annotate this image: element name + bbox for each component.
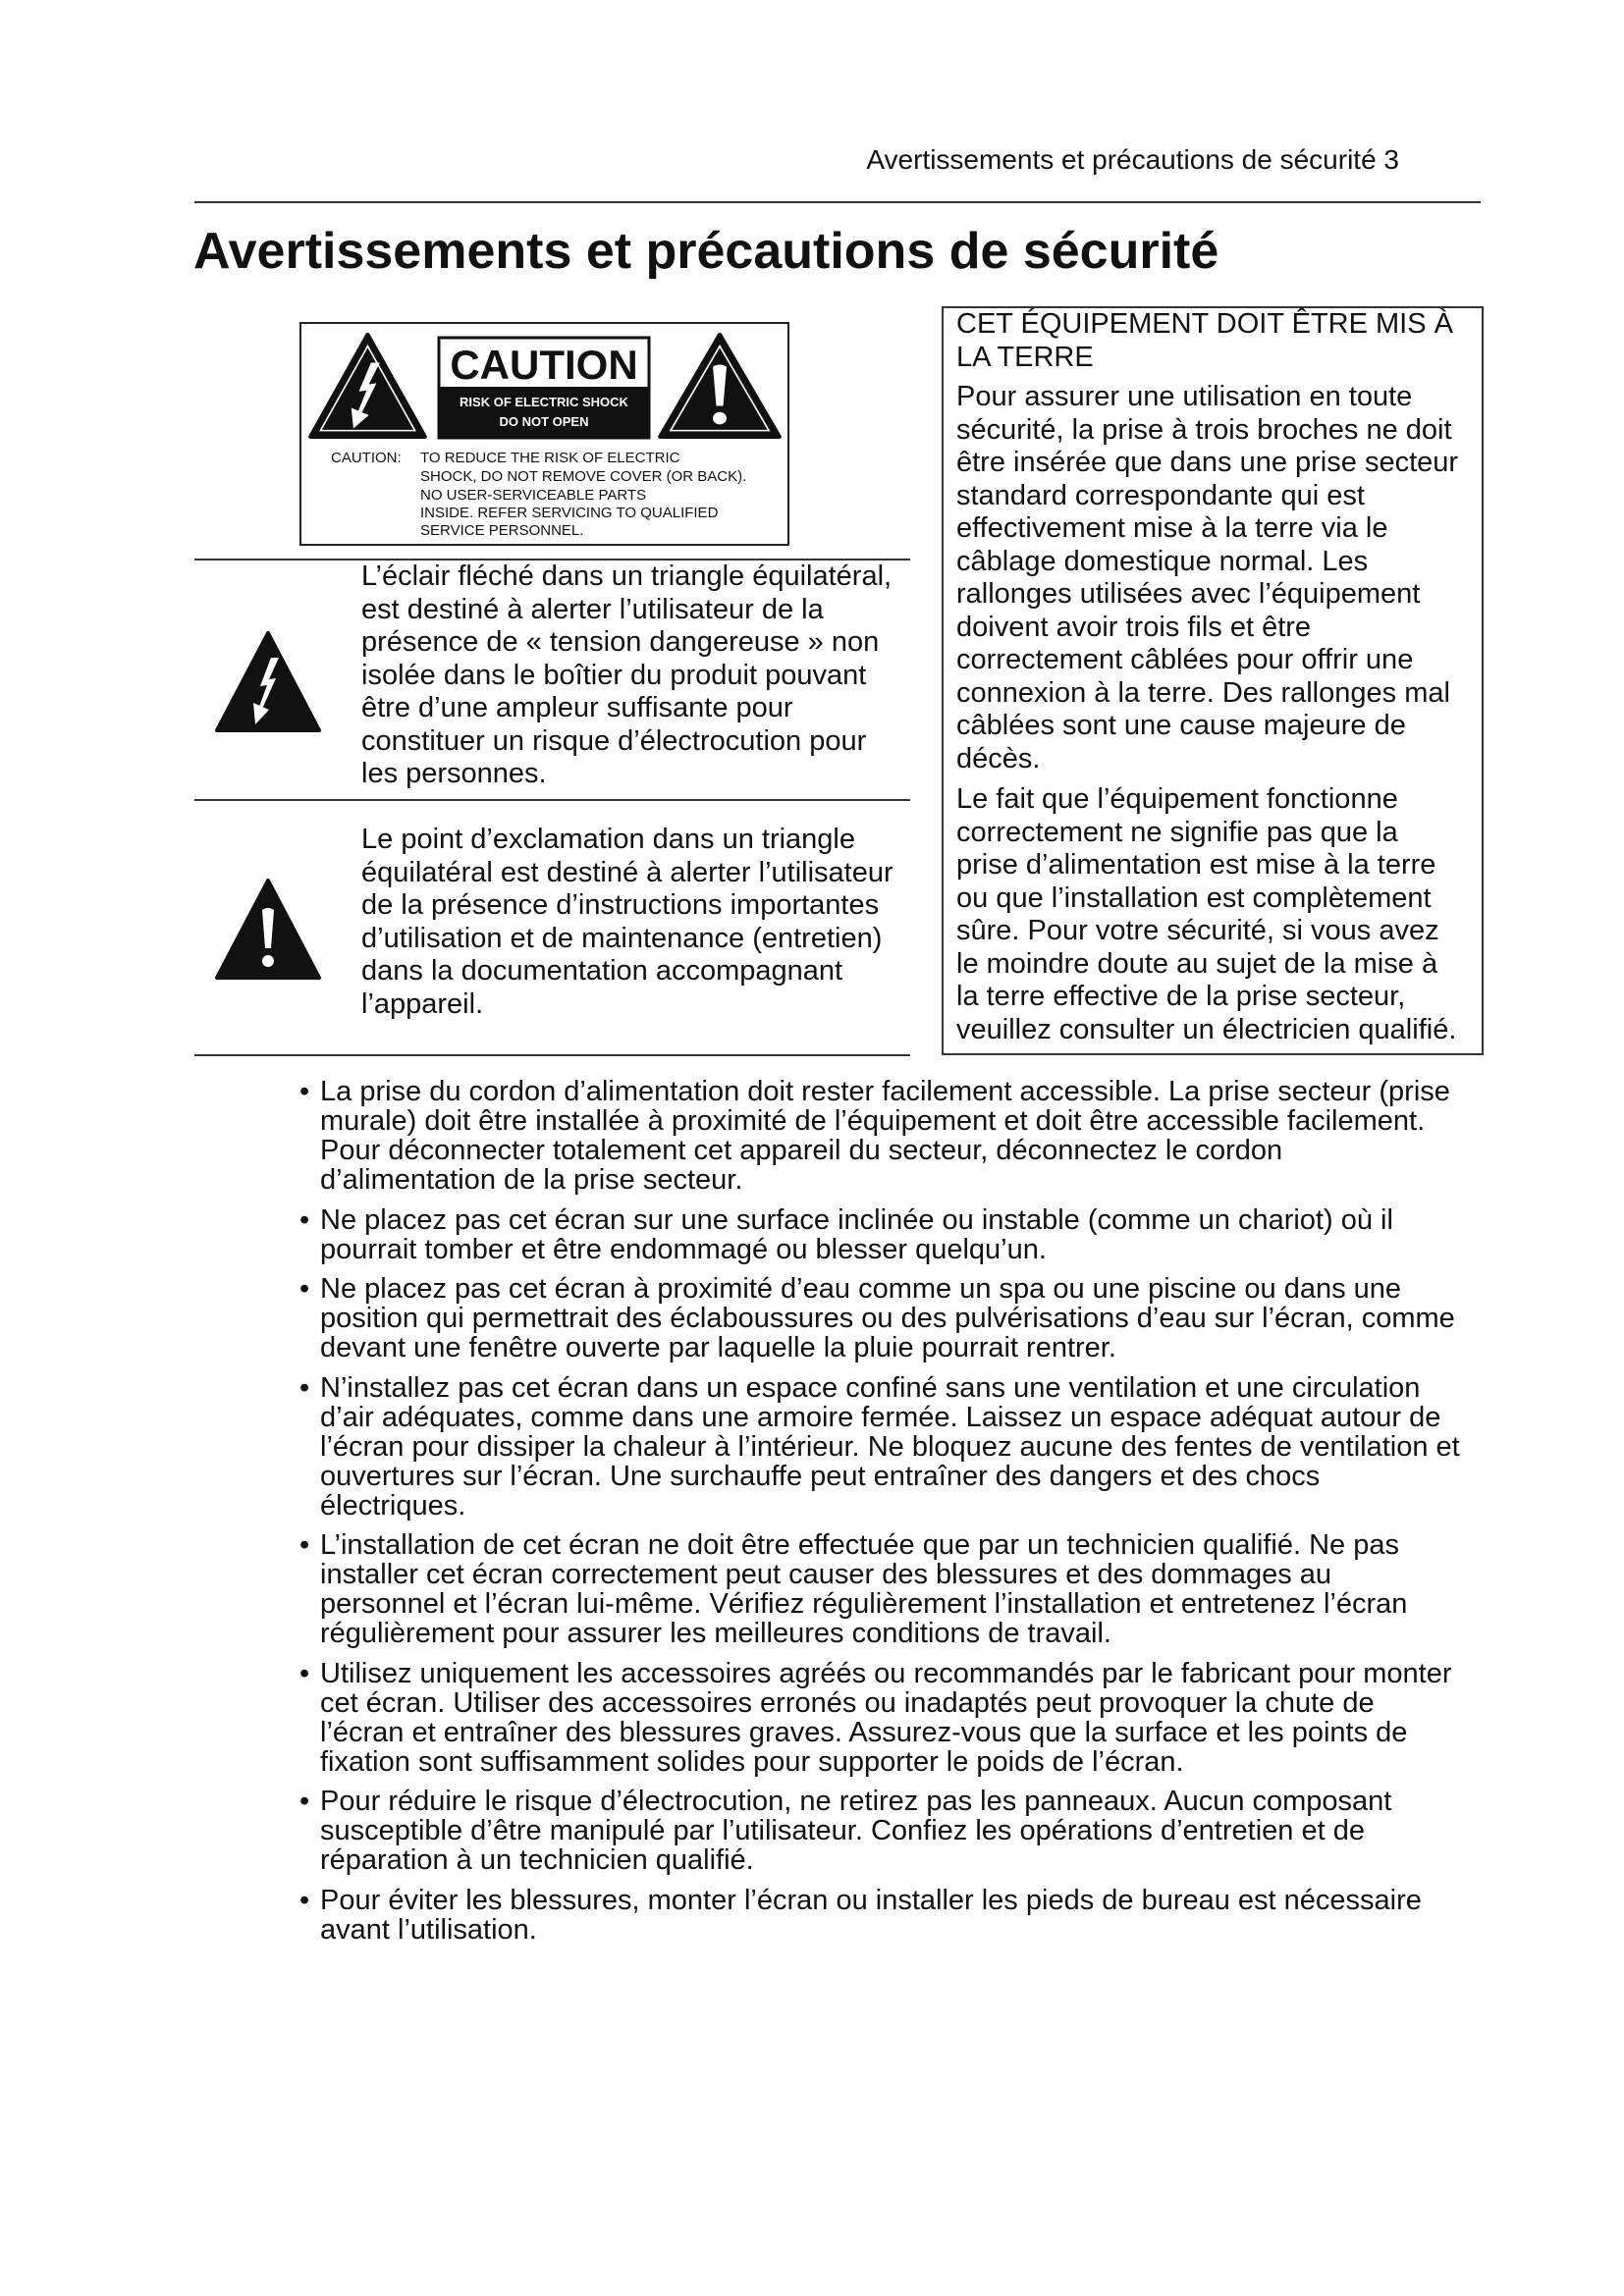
- bullet-marker: •: [299, 1371, 310, 1404]
- bullet-item: [299, 1886, 1596, 1945]
- paragraph-line: correctement câblées pour offrir une: [956, 644, 1414, 675]
- bullet-line: Pour réduire le risque d’électrocution, ne retirez pas les panneaux. Aucun composant: [320, 1786, 1392, 1817]
- symbol-rule-middle: [194, 799, 910, 801]
- bullet-line: Pour déconnecter totalement cet appareil du secteur, déconnectez le cordon: [320, 1135, 1283, 1166]
- caution-box: [439, 338, 649, 438]
- bullet-line: d’alimentation de la prise secteur.: [320, 1164, 743, 1196]
- bullet-line: cet écran. Utiliser des accessoires erronés ou inadaptés peut provoquer la chute de: [320, 1686, 1375, 1719]
- bullet-marker: •: [299, 1657, 310, 1689]
- paragraph-line: Pour assurer une utilisation en toute: [956, 381, 1413, 412]
- grounding-notice-heading: [956, 308, 1482, 374]
- bullet-item: [299, 1274, 1596, 1362]
- paragraph-line: ou que l’installation est complètement: [956, 881, 1432, 914]
- caution-text-line: INSIDE. REFER SERVICING TO QUALIFIED: [420, 505, 719, 521]
- paragraph-line: Le fait que l’équipement fonctionne: [956, 783, 1398, 815]
- bullet-line: personnel et l’écran lui-même. Vérifiez régulièrement l’installation et entretenez l’écran: [320, 1588, 1408, 1620]
- description-line: présence de « tension dangereuse » non: [361, 626, 880, 658]
- heading-line: LA TERRE: [956, 341, 1094, 373]
- bullet-marker: •: [299, 1076, 310, 1107]
- caution-text-line: SHOCK, DO NOT REMOVE COVER (OR BACK).: [420, 468, 747, 485]
- caution-heading: CAUTION: [450, 342, 638, 388]
- bullet-line: murale) doit être installée à proximité de l’équipement et doit être accessible facilement.: [320, 1105, 1426, 1137]
- page-title: Avertissements et précautions de sécurité: [193, 223, 1219, 280]
- header-rule: [194, 201, 1481, 203]
- bullet-line: l’écran pour dissiper la chaleur à l’intérieur. Ne bloquez aucune des fentes de ventilation et: [320, 1430, 1460, 1463]
- bullet-line: l’écran et entraîner des blessures graves. Assurez-vous que la surface et les points de: [320, 1716, 1408, 1748]
- paragraph-line: standard correspondante qui est: [956, 479, 1365, 511]
- bullet-line: Utilisez uniquement les accessoires agréés ou recommandés par le fabricant pour monter: [320, 1657, 1452, 1689]
- paragraph-line: effectivement mise à la terre via le: [956, 512, 1388, 544]
- exclamation-triangle-icon: [214, 878, 322, 981]
- paragraph-line: câblage domestique normal. Les: [956, 545, 1369, 577]
- caution-band-line: RISK OF ELECTRIC SHOCK: [460, 395, 628, 409]
- bullet-line: électriques.: [320, 1489, 466, 1522]
- bullet-item: [299, 1205, 1596, 1264]
- caution-prefix: CAUTION:: [331, 450, 402, 466]
- bullet-line: position qui permettrait des éclaboussures ou des pulvérisations d’eau sur l’écran, comme: [320, 1303, 1455, 1334]
- caution-text-line: TO REDUCE THE RISK OF ELECTRIC: [420, 450, 680, 466]
- lightning-symbol-description: [361, 561, 892, 791]
- bullet-line: avant l’utilisation.: [320, 1913, 537, 1946]
- paragraph-line: le moindre doute au sujet de la mise à: [956, 947, 1438, 980]
- caution-band-line: DO NOT OPEN: [499, 414, 589, 429]
- bullet-line: Ne placez pas cet écran à proximité d’eau comme un spa ou une piscine ou dans une: [320, 1273, 1402, 1305]
- bullet-line: devant une fenêtre ouverte par laquelle la pluie pourrait rentrer.: [320, 1332, 1116, 1363]
- grounding-paragraph: [956, 381, 1482, 775]
- paragraph-line: câblées sont une cause majeure de: [956, 710, 1406, 741]
- paragraph-line: sécurité, la prise à trois broches ne doit: [956, 413, 1452, 446]
- description-line: l’appareil.: [361, 988, 484, 1020]
- running-head: Avertissements et précautions de sécurité 3: [866, 144, 1399, 175]
- safety-bullet-list: [299, 1077, 1596, 1954]
- caution-text-line: SERVICE PERSONNEL.: [420, 522, 584, 539]
- paragraph-line: prise d’alimentation est mise à la terre: [956, 849, 1436, 881]
- bullet-marker: •: [299, 1203, 310, 1236]
- bullet-line: d’air adéquates, comme dans une armoire fermée. Laissez un espace adéquat autour de: [320, 1401, 1441, 1433]
- bullet-item: [299, 1530, 1596, 1648]
- paragraph-line: correctement ne signifie pas que la: [956, 816, 1398, 848]
- symbol-rule-bottom: [194, 1054, 910, 1056]
- bullet-marker: •: [299, 1273, 310, 1305]
- paragraph-line: sûre. Pour votre sécurité, si vous avez: [956, 915, 1439, 946]
- paragraph-line: veuillez consulter un électricien qualifié.: [956, 1013, 1457, 1045]
- bullet-item: [299, 1077, 1596, 1195]
- caution-text-line: NO USER-SERVICEABLE PARTS: [420, 487, 647, 504]
- description-line: de la présence d’instructions importantes: [361, 889, 880, 921]
- bullet-line: ouvertures sur l’écran. Une surchauffe peut entraîner des dangers et des chocs: [320, 1460, 1321, 1492]
- bullet-item: [299, 1659, 1596, 1777]
- paragraph-line: doivent avoir trois fils et être: [956, 611, 1312, 643]
- paragraph-line: connexion à la terre. Des rallonges mal: [956, 676, 1450, 709]
- bullet-line: pourrait tomber et être endommagé ou blesser quelqu’un.: [320, 1233, 1047, 1265]
- paragraph-line: décès.: [956, 742, 1041, 774]
- bullet-line: Pour éviter les blessures, monter l’écran ou installer les pieds de bureau est nécessaire: [320, 1884, 1422, 1916]
- bullet-marker: •: [299, 1884, 310, 1916]
- bullet-marker: •: [299, 1786, 310, 1817]
- description-line: dans la documentation accompagnant: [361, 955, 843, 987]
- bullet-line: installer cet écran correctement peut causer des blessures et des dommages au: [320, 1559, 1332, 1590]
- grounding-notice-box: [942, 306, 1484, 1055]
- paragraph-line: la terre effective de la prise secteur,: [956, 981, 1406, 1012]
- description-line: être d’une ampleur suffisante pour: [361, 692, 793, 723]
- bullet-item: [299, 1787, 1596, 1875]
- description-line: les personnes.: [361, 758, 547, 789]
- grounding-paragraph: [956, 783, 1482, 1046]
- bullet-line: susceptible d’être manipulé par l’utilisateur. Confiez les opérations d’entretien et de: [320, 1815, 1365, 1846]
- bullet-line: fixation sont suffisamment solides pour supporter le poids de l’écran.: [320, 1745, 1184, 1778]
- description-line: est destiné à alerter l’utilisateur de la: [361, 593, 824, 625]
- paragraph-line: rallonges utilisées avec l’équipement: [956, 578, 1421, 610]
- bullet-line: réparation à un technicien qualifié.: [320, 1844, 754, 1876]
- bullet-line: Ne placez pas cet écran sur une surface inclinée ou instable (comme un chariot) où il: [320, 1203, 1393, 1236]
- exclamation-symbol-description: [361, 824, 893, 1021]
- bullet-line: N’installez pas cet écran dans un espace confiné sans une ventilation et une circulation: [320, 1371, 1421, 1404]
- description-line: Le point d’exclamation dans un triangle: [361, 824, 855, 855]
- description-line: L’éclair fléché dans un triangle équilatéral,: [361, 561, 893, 592]
- bullet-item: [299, 1373, 1596, 1521]
- description-line: isolée dans le boîtier du produit pouvant: [361, 659, 867, 691]
- bullet-line: La prise du cordon d’alimentation doit rester facilement accessible. La prise secteur (prise: [320, 1076, 1450, 1107]
- bullet-line: L’installation de cet écran ne doit être effectuée que par un technicien qualifié. Ne pas: [320, 1529, 1399, 1561]
- paragraph-line: être insérée que dans une prise secteur: [956, 447, 1459, 478]
- description-line: équilatéral est destiné à alerter l’utilisateur: [361, 856, 893, 888]
- caution-label: [299, 322, 789, 546]
- bullet-marker: •: [299, 1529, 310, 1561]
- lightning-triangle-icon: [214, 630, 322, 733]
- description-line: d’utilisation et de maintenance (entretien): [361, 922, 883, 954]
- heading-line: CET ÉQUIPEMENT DOIT ÊTRE MIS À: [956, 308, 1453, 340]
- bullet-line: régulièrement pour assurer les meilleures conditions de travail.: [320, 1618, 1111, 1649]
- description-line: constituer un risque d’électrocution pour: [361, 724, 867, 757]
